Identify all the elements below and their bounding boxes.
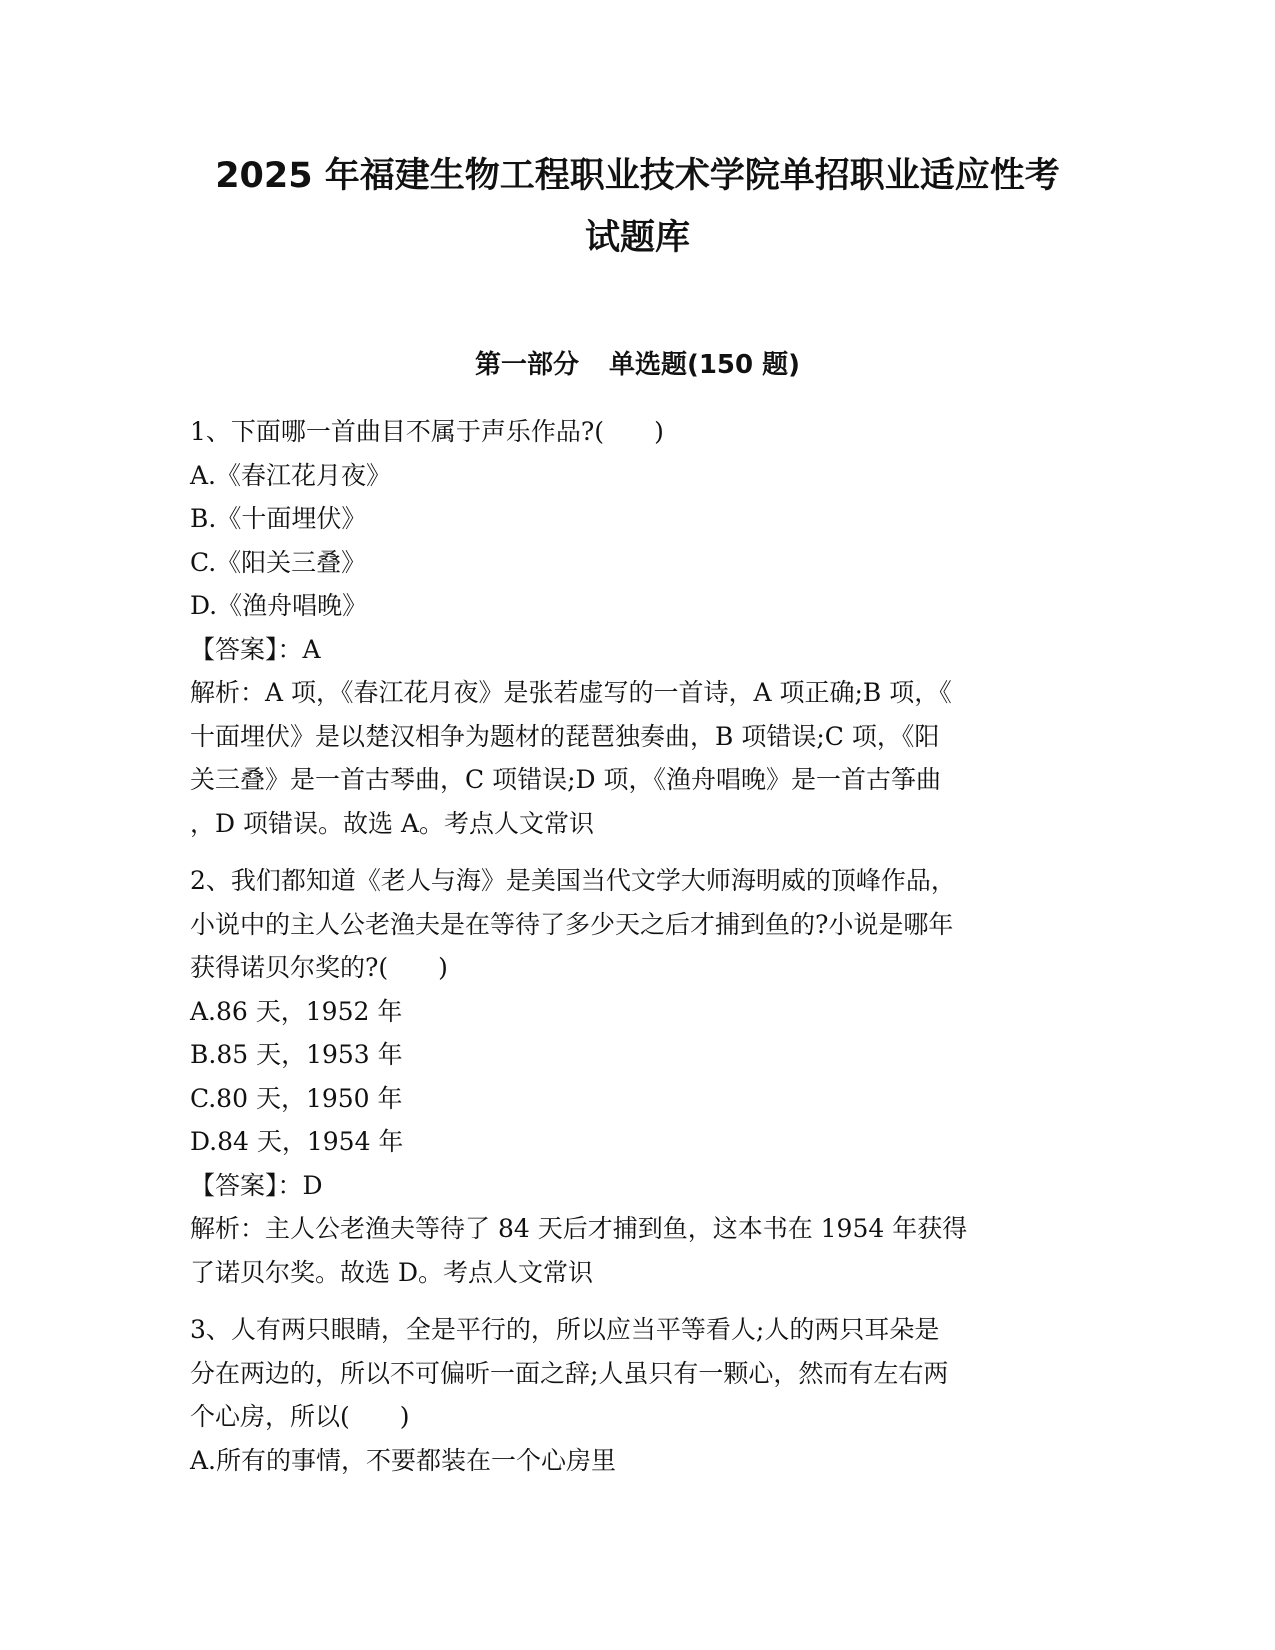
analysis-line: 了诺贝尔奖。故选 D。考点人文常识 (190, 1257, 593, 1287)
question-stem-line: 个心房，所以( ) (190, 1402, 410, 1431)
section-heading (150, 345, 1125, 385)
question-stem-line: 获得诺贝尔奖的?( ) (190, 953, 448, 982)
answer-key: 【答案】：D (190, 1170, 323, 1200)
answer-option: D.84 天，1954 年 (190, 1127, 404, 1156)
question-stem-line: 2、我们都知道《老人与海》是美国当代文学大师海明威的顶峰作品， (190, 866, 956, 895)
analysis-line: 解析：主人公老渔夫等待了 84 天后才捕到鱼，这本书在 1954 年获得 (190, 1214, 968, 1243)
answer-option: B.85 天，1953 年 (190, 1040, 403, 1069)
title-line-2: 试题库 (584, 218, 690, 258)
analysis-line: ，D 项错误。故选 A。考点人文常识 (190, 808, 594, 838)
answer-option: D.《渔舟唱晚》 (190, 591, 368, 620)
question-stem-line: 3、人有两只眼睛，全是平行的，所以应当平等看人;人的两只耳朵是 (190, 1315, 940, 1344)
answer-option: C.《阳关三叠》 (190, 547, 367, 577)
answer-option: A.所有的事情，不要都装在一个心房里 (190, 1445, 617, 1475)
question-stem-line: 分在两边的，所以不可偏听一面之辞;人虽只有一颗心，然而有左右两 (190, 1358, 949, 1388)
question-stem-line: 1、下面哪一首曲目不属于声乐作品?( ) (190, 417, 664, 446)
document-title (150, 145, 1125, 269)
question-list (190, 410, 1090, 1496)
title-line-1: 2025 年福建生物工程职业技术学院单招职业适应性考 (215, 156, 1060, 196)
question-stem-line: 小说中的主人公老渔夫是在等待了多少天之后才捕到鱼的?小说是哪年 (190, 909, 954, 939)
question-block (190, 859, 1090, 1294)
answer-option: A.《春江花月夜》 (190, 460, 392, 490)
section-part: 第一部分 (474, 350, 579, 380)
analysis-line: 关三叠》是一首古琴曲，C 项错误;D 项，《渔舟唱晚》是一首古筝曲 (190, 765, 941, 794)
question-block (190, 1308, 1090, 1482)
analysis-line: 十面埋伏》是以楚汉相争为题材的琵琶独奏曲，B 项错误;C 项，《阳 (190, 721, 940, 751)
answer-option: C.80 天，1950 年 (190, 1083, 403, 1113)
answer-option: A.86 天，1952 年 (190, 996, 403, 1026)
question-block (190, 410, 1090, 845)
answer-option: B.《十面埋伏》 (190, 504, 367, 533)
analysis-line: 解析：A 项，《春江花月夜》是张若虚写的一首诗，A 项正确;B 项，《 (190, 678, 952, 707)
answer-key: 【答案】：A (190, 634, 321, 664)
section-name: 单选题(150 题) (608, 350, 801, 380)
